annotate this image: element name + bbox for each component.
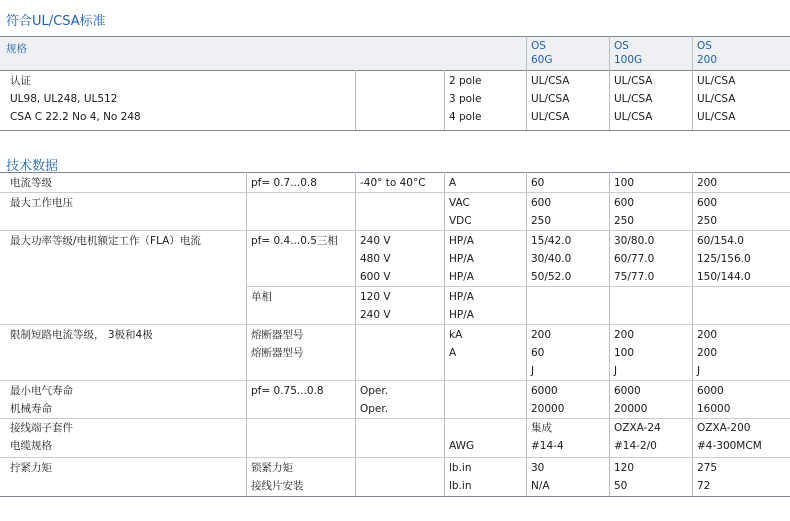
column-header-os60g — [531, 39, 553, 67]
unit-label: HP/A — [449, 271, 474, 283]
table-cell: 60 — [531, 347, 545, 359]
column-divider — [692, 36, 693, 130]
unit-label: HP/A — [449, 253, 474, 265]
table-cell: 72 — [697, 480, 711, 492]
unit-label: HP/A — [449, 309, 474, 321]
table-cell: 30/80.0 — [614, 235, 655, 247]
table-cell: #14-4 — [531, 440, 564, 452]
spec-header-label: 规格 — [6, 43, 27, 55]
table-cell: 16000 — [697, 403, 731, 415]
table-cell: 集成 — [531, 422, 552, 434]
table-cell: 250 — [697, 215, 718, 227]
unit-label: HP/A — [449, 291, 474, 303]
table-cell: 200 — [614, 329, 635, 341]
unit-label: A — [449, 177, 457, 189]
table-cell: 250 — [614, 215, 635, 227]
unit-label: A — [449, 347, 457, 359]
lug-install-label: 接线片安装 — [251, 480, 304, 492]
unit-label: HP/A — [449, 235, 474, 247]
section-title-ul-csa: 符合UL/CSA标准 — [6, 14, 106, 29]
column-divider — [609, 36, 610, 130]
divider — [0, 324, 790, 325]
voltage-label: 120 V — [360, 291, 391, 303]
unit-label: lb.in — [449, 480, 472, 492]
column-header-line1: OS — [614, 40, 629, 52]
rated-current-label: 电流等级 — [10, 177, 52, 189]
fuse-type-label: 熔断器型号 — [251, 347, 304, 359]
operations-label: Oper. — [360, 385, 389, 397]
table-cell: 600 — [614, 197, 635, 209]
table-cell: N/A — [531, 480, 550, 492]
table-cell: 6000 — [531, 385, 558, 397]
terminal-kit-label: 接线端子套件 — [10, 422, 73, 434]
divider — [0, 192, 790, 193]
table-cell: OZXA-24 — [614, 422, 661, 434]
table-cell: 75/77.0 — [614, 271, 655, 283]
table-cell: 50/52.0 — [531, 271, 572, 283]
table-cell: 50 — [614, 480, 628, 492]
table-cell: J — [531, 365, 535, 377]
fuse-type-label: 熔断器型号 — [251, 329, 304, 341]
column-divider — [246, 172, 247, 496]
column-header-line2: 100G — [614, 54, 643, 66]
table-cell: #14-2/0 — [614, 440, 657, 452]
cable-size-label: 电缆规格 — [10, 440, 52, 452]
max-power-label: 最大功率等级/电机额定工作（FLA）电流 — [10, 235, 201, 247]
cert-label: 认证 — [10, 75, 31, 87]
torque-label: 拧紧力矩 — [10, 462, 52, 474]
table-cell: 200 — [697, 347, 718, 359]
column-header-line2: 60G — [531, 54, 553, 66]
table-cell: 60 — [531, 177, 545, 189]
table-cell: 100 — [614, 347, 635, 359]
column-divider — [692, 172, 693, 496]
column-divider — [609, 172, 610, 496]
table-cell: #4-300MCM — [697, 440, 762, 452]
table-cell: 200 — [697, 329, 718, 341]
unit-label: lb.in — [449, 462, 472, 474]
table-cell: 100 — [614, 177, 635, 189]
column-header-os100g — [614, 39, 642, 67]
table-cell: 60/154.0 — [697, 235, 744, 247]
column-header-line2: 200 — [697, 54, 718, 66]
table-cell: 600 — [531, 197, 552, 209]
column-header-os200 — [697, 39, 717, 67]
divider — [0, 36, 790, 37]
cert-value: UL/CSA — [531, 111, 570, 123]
table-cell: 200 — [531, 329, 552, 341]
voltage-label: 240 V — [360, 235, 391, 247]
voltage-label: 240 V — [360, 309, 391, 321]
table-cell: 20000 — [531, 403, 565, 415]
table-cell: 150/144.0 — [697, 271, 751, 283]
divider — [0, 70, 790, 71]
table-cell: 6000 — [614, 385, 641, 397]
divider — [0, 380, 790, 381]
pole-label: 2 pole — [449, 75, 482, 87]
electrical-life-label: 最小电气寿命 — [10, 385, 73, 397]
table-cell: 275 — [697, 462, 718, 474]
divider — [0, 418, 790, 419]
divider — [0, 130, 790, 131]
spec-header-bar — [0, 36, 790, 70]
divider — [0, 172, 790, 173]
cert-value: UL/CSA — [697, 93, 736, 105]
column-header-line1: OS — [697, 40, 712, 52]
column-divider — [526, 36, 527, 130]
rated-current-temp: -40° to 40°C — [360, 177, 426, 189]
column-divider — [526, 172, 527, 496]
table-cell: 15/42.0 — [531, 235, 572, 247]
cert-value: UL/CSA — [614, 111, 653, 123]
divider — [0, 457, 790, 458]
section-title-tech-data: 技术数据 — [6, 159, 59, 174]
unit-label: AWG — [449, 440, 475, 452]
max-power-pf: pf= 0.4...0.5三相 — [251, 235, 338, 247]
table-cell: 20000 — [614, 403, 648, 415]
table-cell: J — [614, 365, 618, 377]
table-cell: J — [697, 365, 701, 377]
cert-value: UL/CSA — [697, 111, 736, 123]
cert-value: UL/CSA — [697, 75, 736, 87]
locking-torque-label: 锁紧力矩 — [251, 462, 293, 474]
operations-label: Oper. — [360, 403, 389, 415]
rated-current-pf: pf= 0.7...0.8 — [251, 177, 317, 189]
cert-standard-ul: UL98, UL248, UL512 — [10, 93, 118, 105]
max-voltage-label: 最大工作电压 — [10, 197, 73, 209]
table-cell: 125/156.0 — [697, 253, 751, 265]
mechanical-life-label: 机械寿命 — [10, 403, 52, 415]
divider — [0, 496, 790, 497]
pole-label: 3 pole — [449, 93, 482, 105]
unit-label: kA — [449, 329, 463, 341]
cert-standard-csa: CSA C 22.2 No 4, No 248 — [10, 111, 141, 123]
table-cell: OZXA-200 — [697, 422, 751, 434]
single-phase-label: 单相 — [251, 291, 272, 303]
table-cell: 30/40.0 — [531, 253, 572, 265]
table-cell: 30 — [531, 462, 545, 474]
divider — [246, 286, 790, 287]
column-divider — [444, 172, 445, 496]
unit-label: VAC — [449, 197, 470, 209]
table-cell: 200 — [697, 177, 718, 189]
pole-label: 4 pole — [449, 111, 482, 123]
table-cell: 6000 — [697, 385, 724, 397]
column-divider — [355, 172, 356, 496]
divider — [0, 230, 790, 231]
electrical-life-pf: pf= 0.75...0.8 — [251, 385, 324, 397]
table-cell: 60/77.0 — [614, 253, 655, 265]
column-divider — [444, 70, 445, 130]
cert-value: UL/CSA — [614, 93, 653, 105]
table-cell: 250 — [531, 215, 552, 227]
cert-value: UL/CSA — [531, 93, 570, 105]
short-circuit-label: 限制短路电流等级， 3极和4极 — [10, 329, 153, 341]
cert-value: UL/CSA — [614, 75, 653, 87]
unit-label: VDC — [449, 215, 472, 227]
table-cell: 120 — [614, 462, 635, 474]
cert-value: UL/CSA — [531, 75, 570, 87]
column-header-line1: OS — [531, 40, 546, 52]
voltage-label: 480 V — [360, 253, 391, 265]
column-divider — [355, 70, 356, 130]
table-cell: 600 — [697, 197, 718, 209]
voltage-label: 600 V — [360, 271, 391, 283]
